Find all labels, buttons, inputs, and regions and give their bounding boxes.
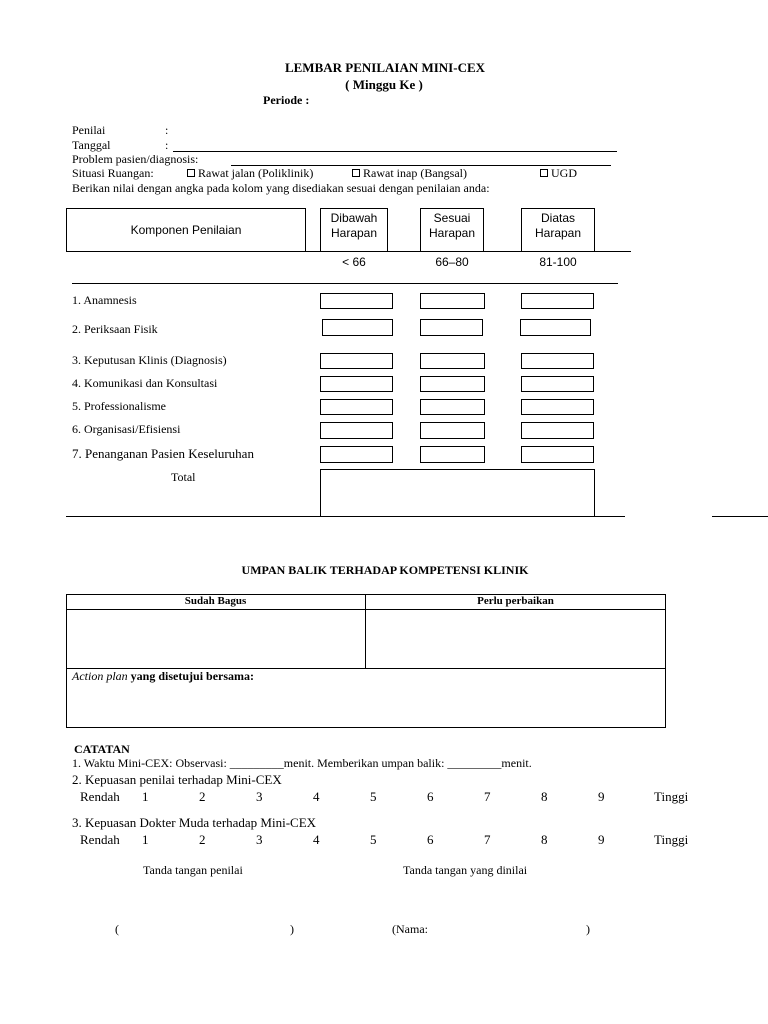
scale-high-label: Tinggi <box>654 832 689 847</box>
total-label: Total <box>171 470 196 484</box>
scale-5[interactable]: 5 <box>370 789 377 804</box>
score-box-diatas[interactable] <box>520 319 591 336</box>
page-title: LEMBAR PENILAIAN MINI-CEX <box>284 60 486 75</box>
checkbox-icon[interactable] <box>352 169 360 177</box>
scale-3[interactable]: 3 <box>256 832 263 847</box>
scale-9[interactable]: 9 <box>598 832 605 847</box>
assessor-name-close: ) <box>290 922 294 936</box>
row-label-komunikasi: 4. Komunikasi dan Konsultasi <box>72 376 218 390</box>
situasi-label: Situasi Ruangan: <box>72 166 154 180</box>
scale-2[interactable]: 2 <box>199 789 206 804</box>
catatan-waktu: 1. Waktu Mini-CEX: Observasi: _________menit. Memberikan umpan balik: _________menit. <box>72 756 532 770</box>
tanggal-colon: : <box>165 138 169 152</box>
assessed-name-close: ) <box>586 922 590 936</box>
assessed-name-open: (Nama: <box>392 922 428 936</box>
column-header-diatas: Diatas Harapan <box>521 208 595 252</box>
scale-7[interactable]: 7 <box>484 832 491 847</box>
scale-6[interactable]: 6 <box>427 832 434 847</box>
scale-7[interactable]: 7 <box>484 789 491 804</box>
penilai-label: Penilai <box>72 123 106 137</box>
option-rawat-inap[interactable]: Rawat inap (Bangsal) <box>352 166 467 181</box>
column-header-dibawah: Dibawah Harapan <box>320 208 388 252</box>
score-box-dibawah[interactable] <box>320 399 393 415</box>
score-box-sesuai[interactable] <box>420 319 483 336</box>
score-box-diatas[interactable] <box>521 353 594 369</box>
table-bottom-line <box>66 516 625 517</box>
score-box-sesuai[interactable] <box>420 422 485 439</box>
score-box-diatas[interactable] <box>521 422 594 439</box>
feedback-title: UMPAN BALIK TERHADAP KOMPETENSI KLINIK <box>241 563 529 577</box>
scale-2[interactable]: 2 <box>199 832 206 847</box>
tanggal-label: Tanggal <box>72 138 111 152</box>
tanggal-field[interactable] <box>173 151 617 152</box>
score-box-sesuai[interactable] <box>420 353 485 369</box>
checkbox-icon[interactable] <box>187 169 195 177</box>
action-plan-input[interactable] <box>67 685 665 727</box>
scale-high-label: Tinggi <box>654 789 689 804</box>
action-plan-label <box>72 669 254 684</box>
perlu-perbaikan-input[interactable] <box>366 610 665 667</box>
signature-assessed-label: Tanda tangan yang dinilai <box>403 863 528 877</box>
score-box-dibawah[interactable] <box>320 353 393 369</box>
checkbox-icon[interactable] <box>540 169 548 177</box>
instruction-text: Berikan nilai dengan angka pada kolom yang disediakan sesuai dengan penilaian anda: <box>72 181 490 195</box>
row-label-penanganan: 7. Penanganan Pasien Keseluruhan <box>72 446 254 461</box>
scale-3[interactable]: 3 <box>256 789 263 804</box>
penilai-colon: : <box>165 123 169 137</box>
score-box-diatas[interactable] <box>521 446 594 463</box>
signature-assessor-label: Tanda tangan penilai <box>143 863 243 877</box>
row-label-periksaan-fisik: 2. Periksaan Fisik <box>72 322 158 336</box>
kepuasan-dokter-label: 3. Kepuasan Dokter Muda terhadap Mini-CEX <box>72 815 317 830</box>
range-dibawah: < 66 <box>342 255 366 269</box>
total-box[interactable] <box>320 469 595 517</box>
scale-5[interactable]: 5 <box>370 832 377 847</box>
scale-1[interactable]: 1 <box>142 789 149 804</box>
scale-1[interactable]: 1 <box>142 832 149 847</box>
row-label-professionalisme: 5. Professionalisme <box>72 399 166 413</box>
row-label-keputusan-klinis: 3. Keputusan Klinis (Diagnosis) <box>72 353 227 367</box>
scale-8[interactable]: 8 <box>541 789 548 804</box>
range-sesuai: 66–80 <box>435 255 469 269</box>
assessor-name-open: ( <box>115 922 119 936</box>
option-rawat-jalan[interactable]: Rawat jalan (Poliklinik) <box>187 166 313 181</box>
row-label-organisasi: 6. Organisasi/Efisiensi <box>72 422 181 436</box>
component-header-cell: Komponen Penilaian <box>66 208 306 252</box>
table-bottom-line-right <box>712 516 768 517</box>
table-divider <box>72 283 618 284</box>
scale-4[interactable]: 4 <box>313 789 320 804</box>
problem-label: Problem pasien/diagnosis: <box>72 152 199 166</box>
feedback-col-sudah-bagus: Sudah Bagus <box>184 595 247 607</box>
periode-label: Periode : <box>263 93 310 107</box>
score-box-dibawah[interactable] <box>320 446 393 463</box>
score-box-sesuai[interactable] <box>420 399 485 415</box>
score-box-dibawah[interactable] <box>320 422 393 439</box>
score-box-dibawah[interactable] <box>320 293 393 309</box>
catatan-title: CATATAN <box>74 742 130 756</box>
score-box-sesuai[interactable] <box>420 376 485 392</box>
scale-low-label: Rendah <box>80 832 120 847</box>
scale-8[interactable]: 8 <box>541 832 548 847</box>
score-box-diatas[interactable] <box>521 293 594 309</box>
kepuasan-penilai-label: 2. Kepuasan penilai terhadap Mini-CEX <box>72 772 282 787</box>
action-plan-rest: yang disetujui bersama: <box>127 669 255 683</box>
score-box-diatas[interactable] <box>521 399 594 415</box>
range-diatas: 81-100 <box>539 255 577 269</box>
sudah-bagus-input[interactable] <box>67 610 364 667</box>
score-box-diatas[interactable] <box>521 376 594 392</box>
score-box-dibawah[interactable] <box>320 376 393 392</box>
option-ugd[interactable]: UGD <box>540 166 577 181</box>
feedback-col-perlu-perbaikan: Perlu perbaikan <box>477 595 554 607</box>
score-box-sesuai[interactable] <box>420 446 485 463</box>
column-header-sesuai: Sesuai Harapan <box>420 208 484 252</box>
page-subtitle: ( Minggu Ke ) <box>345 77 423 92</box>
scale-9[interactable]: 9 <box>598 789 605 804</box>
scale-4[interactable]: 4 <box>313 832 320 847</box>
row-label-anamnesis: 1. Anamnesis <box>72 293 137 307</box>
score-box-sesuai[interactable] <box>420 293 485 309</box>
score-box-dibawah[interactable] <box>322 319 393 336</box>
action-plan-italic: Action plan <box>72 669 128 683</box>
scale-6[interactable]: 6 <box>427 789 434 804</box>
scale-low-label: Rendah <box>80 789 120 804</box>
